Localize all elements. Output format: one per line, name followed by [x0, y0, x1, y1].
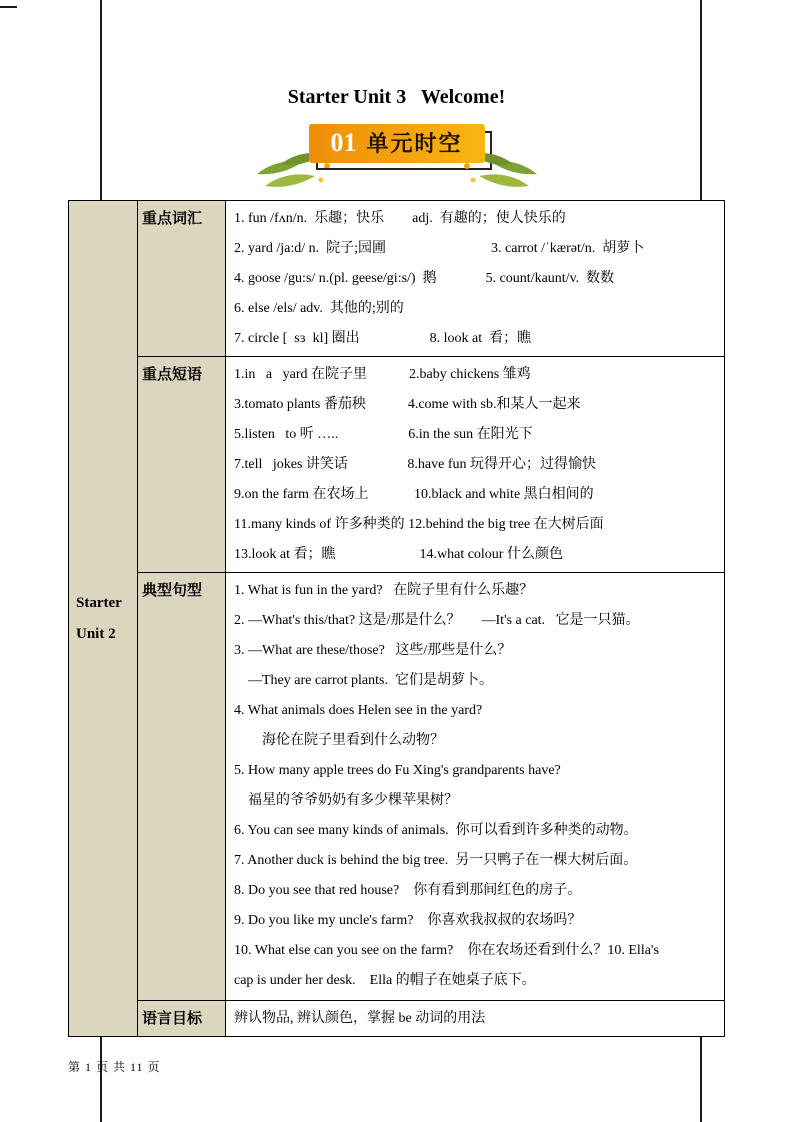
content-language-goal [226, 1001, 725, 1037]
text-line: 9.on the farm 在农场上 10.black and white 黑白相间的 [234, 487, 594, 502]
badge-face [308, 124, 484, 163]
text-line: 9. Do you like my uncle's farm? 你喜欢我叔叔的农场吗？ [234, 913, 582, 928]
badge-label: 单元时空 [366, 131, 463, 156]
text-line: 福星的爷爷奶奶有多少棵苹果树？ [234, 793, 458, 808]
unit-label-line2: Unit 2 [76, 625, 116, 642]
table-row [69, 201, 725, 357]
table-row [69, 573, 725, 1001]
text-line: 7. circle [ sɜ kl] 圈出 8. look at 看；瞧 [234, 331, 532, 346]
row-label-key-phrases: 重点短语 [138, 357, 226, 573]
text-line: 3. —What are these/those? 这些/那些是什么？ [234, 643, 512, 658]
text-line: 1. fun /fʌn/n. 乐趣；快乐 adj. 有趣的；使人快乐的 [234, 211, 566, 226]
content-typical-sentences [226, 573, 725, 1001]
text-line: 2. —What's this/that? 这是/那是什么？ —It's a cat. 它是一只猫。 [234, 613, 640, 628]
text-line: 13.look at 看；瞧 14.what colour 什么颜色 [234, 547, 563, 562]
page-title: Starter Unit 3 Welcome! [287, 86, 506, 108]
text-line: 海伦在院子里看到什么动物？ [234, 733, 444, 748]
text-line: 4. goose /gu:s/ n.(pl. geese/gi:s/) 鹅 5. count/kaunt/v. 数数 [234, 271, 615, 286]
unit-badge [308, 124, 484, 163]
text-line: 4. What animals does Helen see in the yard? [234, 703, 483, 718]
badge-number: 01 [330, 128, 357, 157]
unit-label-line1: Starter [76, 594, 122, 611]
page-corner-mark [0, 6, 17, 8]
text-line: 11.many kinds of 许多种类的 12.behind the big tree 在大树后面 [234, 517, 604, 532]
table-row [69, 357, 725, 573]
content-key-vocabulary [226, 201, 725, 357]
text-line: 5.listen to 听 ….. 6.in the sun 在阳光下 [234, 427, 533, 442]
text-line: 10. What else can you see on the farm? 你在农场还看到什么？10. Ella's [234, 943, 659, 958]
text-line: 6. You can see many kinds of animals. 你可以看到许多种类的动物。 [234, 823, 638, 838]
text-line: 3.tomato plants 番茄秧 4.come with sb.和某人一起来 [234, 397, 581, 412]
study-table [68, 200, 725, 1037]
row-label-typical-sentences: 典型句型 [138, 573, 226, 1001]
footer-page-number: 第 1 页 共 11 页 [68, 1060, 161, 1074]
content-key-phrases [226, 357, 725, 573]
text-line: 1.in a yard 在院子里 2.baby chickens 雏鸡 [234, 367, 531, 382]
text-line: —They are carrot plants. 它们是胡萝卜。 [234, 673, 493, 688]
text-line: 5. How many apple trees do Fu Xing's grandparents have? [234, 763, 561, 778]
row-label-language-goal: 语言目标 [138, 1001, 226, 1037]
table-row [69, 1001, 725, 1037]
text-line: 辨认物品, 辨认颜色，掌握 be 动词的用法 [234, 1011, 486, 1026]
text-line: 1. What is fun in the yard? 在院子里有什么乐趣？ [234, 583, 534, 598]
text-line: 8. Do you see that red house? 你有看到那间红色的房子。 [234, 883, 582, 898]
section-badge [254, 124, 538, 194]
text-line: 6. else /els/ adv. 其他的;别的 [234, 301, 404, 316]
text-line: cap is under her desk. Ella 的帽子在她桌子底下。 [234, 973, 536, 988]
text-line: 7. Another duck is behind the big tree. 另一只鸭子在一棵大树后面。 [234, 853, 638, 868]
unit-cell [69, 201, 138, 1037]
text-line: 7.tell jokes 讲笑话 8.have fun 玩得开心；过得愉快 [234, 457, 597, 472]
row-label-key-vocabulary: 重点词汇 [138, 201, 226, 357]
text-line: 2. yard /ja:d/ n. 院子;园圃 3. carrot /ˈkærət/n. 胡萝卜 [234, 241, 645, 256]
